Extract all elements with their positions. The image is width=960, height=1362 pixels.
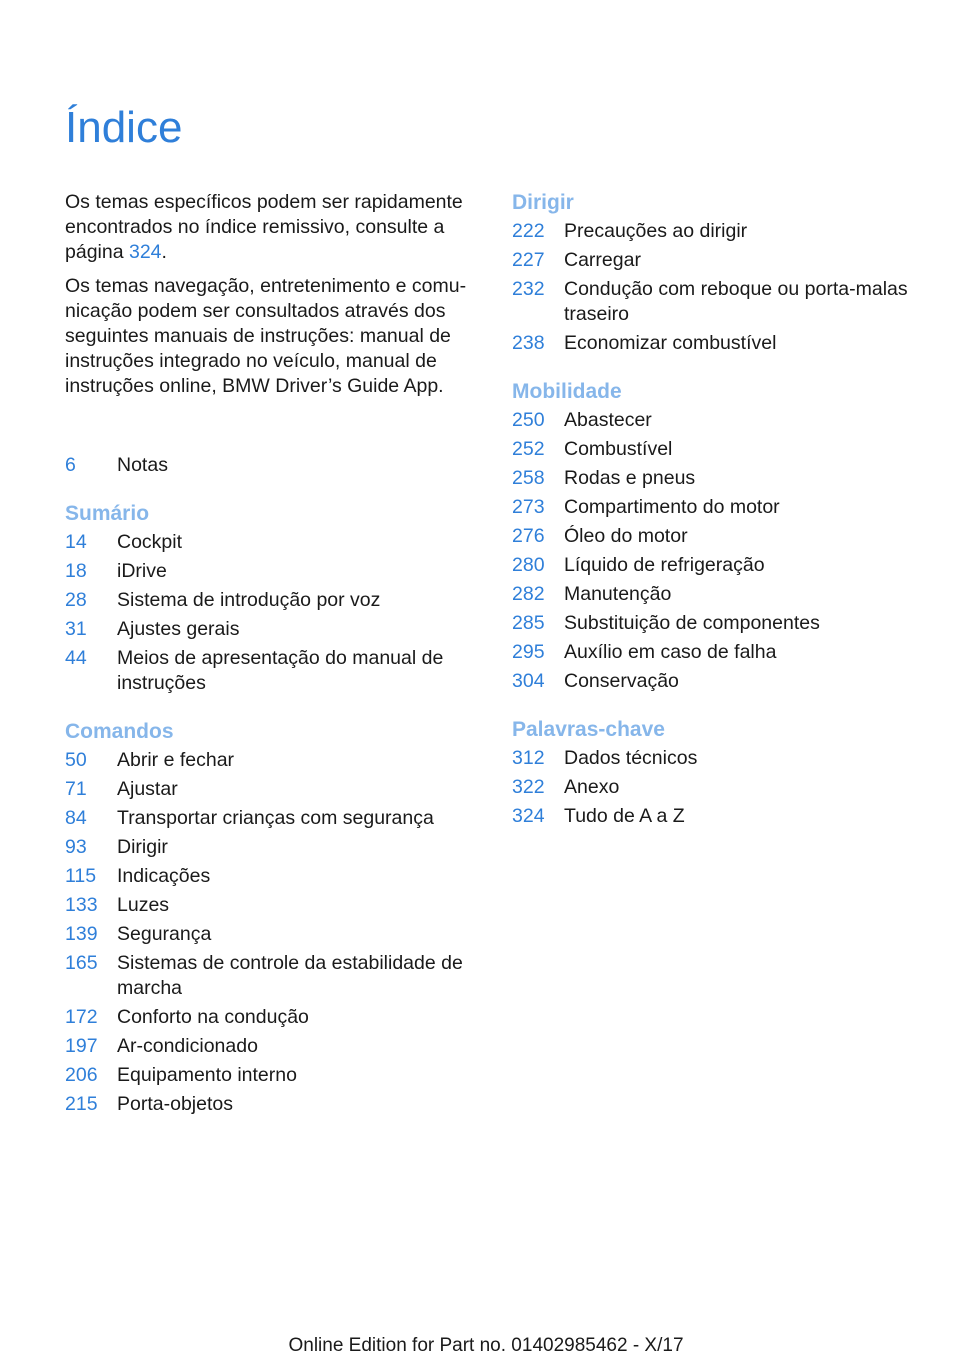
toc-entry-label[interactable]: Conforto na condução <box>117 1006 309 1028</box>
toc-entry-ajustar[interactable] <box>65 775 485 804</box>
toc-entry-substituicao-de-componentes[interactable] <box>512 609 932 638</box>
toc-entry-label[interactable]: Indicações <box>117 865 211 887</box>
toc-entry-label[interactable]: Anexo <box>564 776 620 798</box>
toc-entry-label[interactable]: Segurança <box>117 923 212 945</box>
toc-entry-label[interactable]: Economizar combustível <box>564 332 777 354</box>
toc-left-column <box>65 451 485 1139</box>
intro-text-1-end: . <box>161 241 167 263</box>
page-title: Índice <box>65 103 183 152</box>
toc-entry-idrive[interactable] <box>65 557 485 586</box>
toc-entry-page-number[interactable]: 115 <box>65 865 97 887</box>
toc-entry-cockpit[interactable] <box>65 528 485 557</box>
intro-paragraph-1 <box>65 190 485 265</box>
toc-entry-page-number[interactable]: 282 <box>512 583 545 605</box>
toc-entry-transportar-criancas-com-seguranca[interactable] <box>65 804 485 833</box>
footer-edition: Online Edition for Part no. 01402985462 - X/17 <box>288 1335 684 1356</box>
intro-text-1: Os temas específicos podem ser rapidamente encontrados no índice remissivo, consulte a página <box>65 191 463 263</box>
toc-entry-page-number[interactable]: 18 <box>65 560 87 582</box>
toc-entry-equipamento-interno[interactable] <box>65 1061 485 1090</box>
section-title: Sumário <box>65 502 150 525</box>
toc-entry-sistema-de-introducao-por-voz[interactable] <box>65 586 485 615</box>
toc-entry-page-number[interactable]: 14 <box>65 531 87 553</box>
toc-entry-carregar[interactable] <box>512 246 932 275</box>
toc-entry-label[interactable]: Transportar crianças com segurança <box>117 807 434 829</box>
toc-entry-label[interactable]: Dados técnicos <box>564 747 698 769</box>
toc-entry-page-number[interactable]: 44 <box>65 647 87 669</box>
toc-entry-compartimento-do-motor[interactable] <box>512 493 932 522</box>
toc-entry-label[interactable]: Líquido de refrigeração <box>564 554 765 576</box>
toc-section-sumario <box>65 500 485 698</box>
section-title: Dirigir <box>512 191 574 214</box>
intro-paragraph-2: Os temas navegação, entretenimento e comunicação podem ser consultados através dos seguintes manuais de instruções: manual de instruções integrado no veículo, manual de instruções online, BMW Driver’s Guide App. <box>65 275 467 397</box>
toc-entry-page-number[interactable]: 28 <box>65 589 87 611</box>
toc-entry-label[interactable]: Porta-objetos <box>117 1093 233 1115</box>
toc-entry-page-number[interactable]: 276 <box>512 525 545 547</box>
toc-entry-tudo-de-a-a-z[interactable] <box>512 802 932 831</box>
toc-section-palavras-chave <box>512 716 932 831</box>
toc-entry-page-number[interactable]: 139 <box>65 923 98 945</box>
toc-entry-anexo[interactable] <box>512 773 932 802</box>
toc-entry-oleo-do-motor[interactable] <box>512 522 932 551</box>
toc-entry-seguranca[interactable] <box>65 920 485 949</box>
toc-entry-page-number[interactable]: 324 <box>512 805 545 827</box>
toc-entry-label[interactable]: Sistemas de controle da estabilidade de marcha <box>117 952 463 999</box>
toc-entry-indicacoes[interactable] <box>65 862 485 891</box>
toc-entry-label[interactable]: Abastecer <box>564 409 652 431</box>
toc-entry-label[interactable]: Manutenção <box>564 583 672 605</box>
toc-entry-label[interactable]: iDrive <box>117 560 167 582</box>
toc-entry-label[interactable]: Rodas e pneus <box>564 467 696 489</box>
toc-entry-label[interactable]: Conservação <box>564 670 679 692</box>
toc-entry-abrir-e-fechar[interactable] <box>65 746 485 775</box>
intro-page-link[interactable]: 324 <box>128 241 162 263</box>
toc-entry-page-number[interactable]: 71 <box>65 778 87 800</box>
toc-entry-label[interactable]: Notas <box>117 454 168 476</box>
toc-entry-conducao-com-reboque-ou-porta-malas-traseiro[interactable] <box>512 275 932 329</box>
toc-entry-label[interactable]: Abrir e fechar <box>117 749 235 771</box>
toc-entry-label[interactable]: Ajustes gerais <box>117 618 240 640</box>
toc-entry-label[interactable]: Compartimento do motor <box>564 496 780 518</box>
toc-entry-page-number[interactable]: 238 <box>512 332 545 354</box>
toc-entry-page-number[interactable]: 285 <box>512 612 545 634</box>
toc-entry-conservacao[interactable] <box>512 667 932 696</box>
toc-entry-conforto-na-conducao[interactable] <box>65 1003 485 1032</box>
toc-entry-manutencao[interactable] <box>512 580 932 609</box>
toc-entry-label[interactable]: Dirigir <box>117 836 168 858</box>
toc-entry-page-number[interactable]: 6 <box>65 454 76 476</box>
toc-entry-page-number[interactable]: 312 <box>512 747 545 769</box>
toc-entry-page-number[interactable]: 295 <box>512 641 545 663</box>
toc-entry-label[interactable]: Ajustar <box>117 778 178 800</box>
toc-entry-label[interactable]: Sistema de introdução por voz <box>117 589 381 611</box>
toc-entry-page-number[interactable]: 215 <box>65 1093 98 1115</box>
toc-entry-page-number[interactable]: 304 <box>512 670 545 692</box>
toc-entry-label[interactable]: Combustível <box>564 438 673 460</box>
toc-entry-page-number[interactable]: 93 <box>65 836 87 858</box>
toc-entry-economizar-combustivel[interactable] <box>512 329 932 358</box>
toc-entry-page-number[interactable]: 50 <box>65 749 87 771</box>
toc-entry-label[interactable]: Luzes <box>117 894 170 916</box>
toc-entry-liquido-de-refrigeracao[interactable] <box>512 551 932 580</box>
toc-notes <box>65 451 485 480</box>
toc-entry-auxilio-em-caso-de-falha[interactable] <box>512 638 932 667</box>
toc-entry-page-number[interactable]: 280 <box>512 554 545 576</box>
toc-entry-label[interactable]: Tudo de A a Z <box>564 805 685 827</box>
toc-entry-page-number[interactable]: 322 <box>512 776 545 798</box>
section-title: Comandos <box>65 720 174 743</box>
toc-entry-page-number[interactable]: 250 <box>512 409 545 431</box>
toc-entry-label[interactable]: Carregar <box>564 249 641 271</box>
toc-entry-page-number[interactable]: 252 <box>512 438 545 460</box>
toc-entry-label[interactable]: Ar-condicionado <box>117 1035 258 1057</box>
toc-right-column <box>512 189 932 851</box>
toc-entry-ajustes-gerais[interactable] <box>65 615 485 644</box>
toc-entry-page-number[interactable]: 227 <box>512 249 545 271</box>
toc-entry-meios-de-apresentacao-do-manual-de-instrucoes[interactable] <box>65 644 485 698</box>
toc-entry-abastecer[interactable] <box>512 406 932 435</box>
toc-section-mobilidade <box>512 378 932 696</box>
toc-entry-ar-condicionado[interactable] <box>65 1032 485 1061</box>
toc-entry-sistemas-de-controle-da-estabilidade-de-marcha[interactable] <box>65 949 485 1003</box>
toc-entry-page-number[interactable]: 133 <box>65 894 98 916</box>
toc-entry-notas[interactable] <box>65 451 485 480</box>
toc-section-dirigir <box>512 189 932 358</box>
toc-entry-label[interactable]: Cockpit <box>117 531 183 553</box>
toc-entry-page-number[interactable]: 206 <box>65 1064 98 1086</box>
toc-entry-page-number[interactable]: 197 <box>65 1035 98 1057</box>
toc-entry-luzes[interactable] <box>65 891 485 920</box>
intro <box>65 190 485 408</box>
section-title: Mobilidade <box>512 380 622 403</box>
toc-entry-page-number[interactable]: 31 <box>65 618 87 640</box>
toc-entry-page-number[interactable]: 258 <box>512 467 545 489</box>
toc-entry-precaucoes-ao-dirigir[interactable] <box>512 217 932 246</box>
toc-entry-porta-objetos[interactable] <box>65 1090 485 1119</box>
toc-section-comandos <box>65 718 485 1119</box>
toc-entry-dados-tecnicos[interactable] <box>512 744 932 773</box>
toc-entry-label[interactable]: Equipamento interno <box>117 1064 297 1086</box>
toc-entry-label[interactable]: Óleo do motor <box>564 525 688 547</box>
toc-entry-label[interactable]: Auxílio em caso de falha <box>564 641 777 663</box>
toc-entry-page-number[interactable]: 165 <box>65 952 98 974</box>
toc-entry-page-number[interactable]: 172 <box>65 1006 98 1028</box>
toc-entry-rodas-e-pneus[interactable] <box>512 464 932 493</box>
toc-entry-page-number[interactable]: 232 <box>512 278 545 300</box>
section-title: Palavras-chave <box>512 718 665 741</box>
toc-entry-page-number[interactable]: 273 <box>512 496 545 518</box>
toc-entry-label[interactable]: Precauções ao dirigir <box>564 220 748 242</box>
toc-entry-combustivel[interactable] <box>512 435 932 464</box>
toc-entry-label[interactable]: Condução com reboque ou porta-malas traseiro <box>564 278 908 325</box>
toc-entry-label[interactable]: Meios de apresentação do manual de instruções <box>117 647 444 694</box>
toc-entry-page-number[interactable]: 84 <box>65 807 87 829</box>
toc-entry-page-number[interactable]: 222 <box>512 220 545 242</box>
toc-entry-label[interactable]: Substituição de componentes <box>564 612 820 634</box>
toc-entry-dirigir[interactable] <box>65 833 485 862</box>
